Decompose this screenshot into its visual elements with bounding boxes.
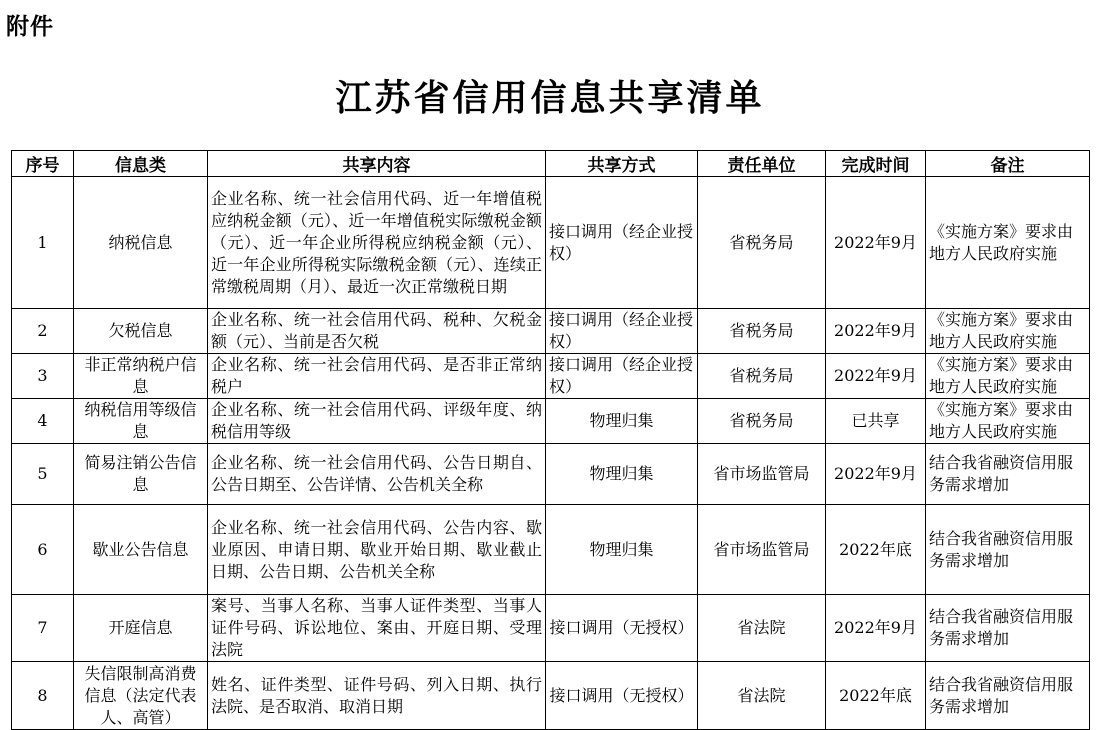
- row-content: 姓名、证件类型、证件号码、列入日期、执行法院、是否取消、取消日期: [208, 662, 546, 730]
- table-row: [12, 309, 1090, 354]
- row-time: 已共享: [826, 399, 926, 444]
- row-remark: 《实施方案》要求由地方人民政府实施: [926, 177, 1090, 309]
- row-time: 2022年9月: [826, 309, 926, 354]
- row-content: 企业名称、统一社会信用代码、评级年度、纳税信用等级: [208, 399, 546, 444]
- header-category: 信息类: [74, 151, 208, 177]
- row-remark: 《实施方案》要求由地方人民政府实施: [926, 399, 1090, 444]
- row-no: 4: [12, 399, 74, 444]
- row-unit: 省税务局: [698, 354, 826, 399]
- row-content: 企业名称、统一社会信用代码、公告内容、歇业原因、申请日期、歇业开始日期、歇业截止日期、公告日期、公告机关全称: [208, 505, 546, 595]
- row-method: 接口调用（经企业授权）: [546, 309, 698, 354]
- row-category: 简易注销公告信息: [74, 444, 208, 505]
- row-content: 企业名称、统一社会信用代码、是否非正常纳税户: [208, 354, 546, 399]
- row-content: 案号、当事人名称、当事人证件类型、当事人证件号码、诉讼地位、案由、开庭日期、受理法院: [208, 595, 546, 662]
- document-title: 江苏省信用信息共享清单: [335, 77, 765, 119]
- table-row: [12, 662, 1090, 730]
- table-row: [12, 505, 1090, 595]
- header-remark: 备注: [926, 151, 1090, 177]
- header-method: 共享方式: [546, 151, 698, 177]
- table-row: [12, 444, 1090, 505]
- row-time: 2022年9月: [826, 354, 926, 399]
- row-category: 欠税信息: [74, 309, 208, 354]
- row-remark: 结合我省融资信用服务需求增加: [926, 505, 1090, 595]
- row-content: 企业名称、统一社会信用代码、公告日期自、公告日期至、公告详情、公告机关全称: [208, 444, 546, 505]
- row-method: 接口调用（无授权）: [546, 595, 698, 662]
- row-category: 纳税信息: [74, 177, 208, 309]
- row-remark: 结合我省融资信用服务需求增加: [926, 444, 1090, 505]
- table-row: [12, 399, 1090, 444]
- row-method: 物理归集: [546, 399, 698, 444]
- header-no: 序号: [12, 151, 74, 177]
- row-category: 失信限制高消费信息（法定代表人、高管）: [74, 662, 208, 730]
- row-remark: 结合我省融资信用服务需求增加: [926, 662, 1090, 730]
- table-header-row: [12, 151, 1090, 177]
- row-category: 歇业公告信息: [74, 505, 208, 595]
- row-time: 2022年9月: [826, 595, 926, 662]
- row-unit: 省税务局: [698, 399, 826, 444]
- row-category: 开庭信息: [74, 595, 208, 662]
- row-unit: 省市场监管局: [698, 444, 826, 505]
- row-no: 3: [12, 354, 74, 399]
- header-unit: 责任单位: [698, 151, 826, 177]
- row-no: 8: [12, 662, 74, 730]
- row-unit: 省市场监管局: [698, 505, 826, 595]
- row-unit: 省法院: [698, 595, 826, 662]
- row-category: 纳税信用等级信息: [74, 399, 208, 444]
- row-no: 1: [12, 177, 74, 309]
- row-no: 7: [12, 595, 74, 662]
- row-category: 非正常纳税户信息: [74, 354, 208, 399]
- row-content: 企业名称、统一社会信用代码、税种、欠税金额（元）、当前是否欠税: [208, 309, 546, 354]
- row-unit: 省税务局: [698, 309, 826, 354]
- attachment-label: 附件: [6, 14, 54, 40]
- row-method: 接口调用（无授权）: [546, 662, 698, 730]
- row-no: 5: [12, 444, 74, 505]
- row-time: 2022年9月: [826, 177, 926, 309]
- row-method: 物理归集: [546, 444, 698, 505]
- table-row: [12, 595, 1090, 662]
- row-no: 2: [12, 309, 74, 354]
- row-remark: 《实施方案》要求由地方人民政府实施: [926, 309, 1090, 354]
- table-row: [12, 177, 1090, 309]
- row-content: 企业名称、统一社会信用代码、近一年增值税应纳税金额（元）、近一年增值税实际缴税金额（元）、近一年企业所得税应纳税金额（元）、近一年企业所得税实际缴税金额（元）、连续正常缴税周期（月）、最近一次正常缴税日期: [208, 177, 546, 309]
- row-remark: 结合我省融资信用服务需求增加: [926, 595, 1090, 662]
- row-method: 接口调用（经企业授权）: [546, 177, 698, 309]
- row-time: 2022年底: [826, 662, 926, 730]
- header-content: 共享内容: [208, 151, 546, 177]
- row-remark: 《实施方案》要求由地方人民政府实施: [926, 354, 1090, 399]
- row-unit: 省税务局: [698, 177, 826, 309]
- credit-info-table: [11, 150, 1090, 730]
- row-time: 2022年9月: [826, 444, 926, 505]
- row-time: 2022年底: [826, 505, 926, 595]
- row-no: 6: [12, 505, 74, 595]
- header-time: 完成时间: [826, 151, 926, 177]
- row-method: 物理归集: [546, 505, 698, 595]
- row-method: 接口调用（经企业授权）: [546, 354, 698, 399]
- table-row: [12, 354, 1090, 399]
- row-unit: 省法院: [698, 662, 826, 730]
